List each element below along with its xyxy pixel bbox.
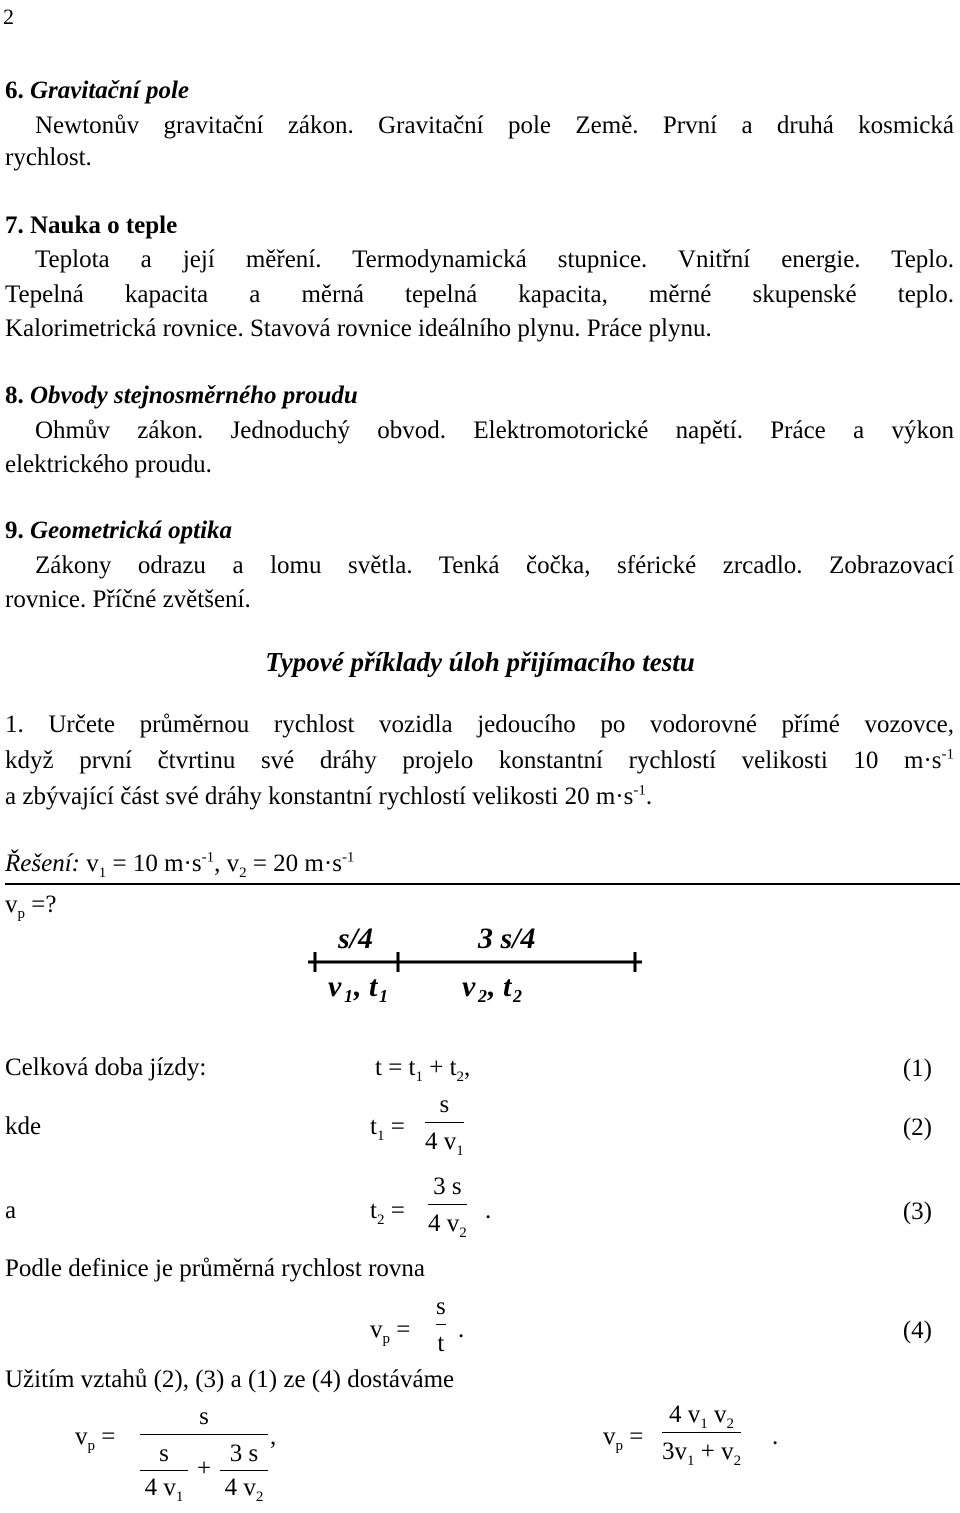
result-eq-fraction: 4 $v_1$ $v_2$ $3v_1 + v_2$ <box>662 1401 742 1469</box>
section-number: 8. <box>5 382 24 409</box>
section-title: Obvody stejnosměrného proudu <box>30 382 358 409</box>
section-7-text-line: Kalorimetrická rovnice. Stavová rovnice ideálního plynu. Práce plynu. <box>5 315 712 342</box>
problem-line: 1. Určete průměrnou rychlost vozidla jedoucího po vodorovné přímé vozovce, <box>5 711 954 738</box>
equation-number: (4) <box>902 1317 932 1344</box>
svg-text:, t: , t <box>354 970 378 1003</box>
comma: , <box>270 1423 277 1450</box>
segment2-label: 3 s/4 <box>478 922 536 955</box>
result-eq-lhs: $v_p$ = <box>603 1423 644 1454</box>
solution-given: Řešení: $v_1 = 10$ $m\cdot s^{-1}$, $v_2 = 20$ $m\cdot s^{-1}$ <box>5 849 355 881</box>
svg-text:2: 2 <box>478 986 487 1006</box>
svg-text:1: 1 <box>344 986 353 1006</box>
section-9-text-line: rovnice. Příčné zvětšení. <box>5 586 251 613</box>
section-8-text-line: Ohmův zákon. Jednoduchý obvod. Elektromotorické napětí. Práce a výkon <box>35 417 954 444</box>
equation-3-fraction: 3 s 4 $v_2$ <box>428 1173 467 1241</box>
period: . <box>458 1316 465 1343</box>
final-eq-fraction: s s 4 $v_1$ + 3 s 4 $v_2$ <box>140 1404 268 1500</box>
solution-unknown: $v_p$ =? <box>5 891 57 922</box>
final-eq-lhs: $v_p$ = <box>75 1423 116 1454</box>
section-title: Nauka o teple <box>30 212 178 239</box>
equation-number: (3) <box>902 1198 932 1225</box>
svg-text:v: v <box>462 970 476 1003</box>
segment2-bottom-label <box>462 970 522 1006</box>
svg-text:, t: , t <box>488 970 512 1003</box>
section-6-text-line: rychlost. <box>5 144 92 171</box>
path-diagram <box>300 920 650 1015</box>
section-number: 9. <box>5 517 24 544</box>
svg-text:v: v <box>328 970 342 1003</box>
section-6-text-line: Newtonův gravitační zákon. Gravitační pole Země. První a druhá kosmická <box>35 112 954 139</box>
section-7-title <box>5 213 177 238</box>
equation-number: (2) <box>902 1114 932 1141</box>
section-9-text-line: Zákony odrazu a lomu světla. Tenká čočka, sférické zrcadlo. Zobrazovací <box>35 552 954 579</box>
period: . <box>772 1423 779 1450</box>
a-label: a <box>5 1197 17 1224</box>
problem-line: a zbývající část své dráhy konstantní rychlostí velikosti 20 $m\cdot s^{-1}$. <box>5 782 653 810</box>
section-8-text-line: elektrického proudu. <box>5 451 212 478</box>
segment1-label: s/4 <box>338 922 374 955</box>
equation-2-lhs: $t_1$ = <box>370 1113 405 1144</box>
section-9-title <box>5 518 232 543</box>
separator-line <box>5 883 960 885</box>
equation-3-lhs: $t_2$ = <box>370 1197 405 1228</box>
equation-number: (1) <box>902 1055 932 1082</box>
definition-text: Podle definice je průměrná rychlost rovna <box>5 1255 425 1282</box>
svg-text:2: 2 <box>513 986 522 1006</box>
total-time-label: Celková doba jízdy: <box>5 1054 207 1081</box>
using-text: Užitím vztahů (2), (3) a (1) ze (4) dostáváme <box>5 1366 455 1393</box>
period: . <box>485 1197 492 1224</box>
equation-4-lhs: $v_p$ = <box>370 1316 411 1347</box>
section-number: 7. <box>5 212 24 239</box>
problem-line: když první čtvrtinu své dráhy projelo konstantní rychlostí velikosti 10 $m\cdot s^{-1}$ <box>5 746 954 774</box>
section-number: 6. <box>5 77 24 104</box>
equation-2-fraction: s 4 $v_1$ <box>425 1091 464 1159</box>
equation-4-fraction: s t <box>436 1293 446 1357</box>
examples-heading: Typové příklady úloh přijímacího testu <box>265 647 695 677</box>
equation-1: $t = t_1 + t_2$, <box>375 1054 471 1085</box>
section-title: Geometrická optika <box>30 517 233 544</box>
segment1-bottom-label <box>328 970 388 1006</box>
section-title: Gravitační pole <box>30 77 190 104</box>
kde-label: kde <box>5 1113 42 1140</box>
section-7-text-line: Tepelná kapacita a měrná tepelná kapacita, měrné skupenské teplo. <box>5 281 954 308</box>
section-6-title <box>5 78 189 103</box>
svg-text:1: 1 <box>379 986 388 1006</box>
solution-label: Řešení: <box>5 850 80 877</box>
section-8-title <box>5 383 358 408</box>
section-7-text-line: Teplota a její měření. Termodynamická stupnice. Vnitřní energie. Teplo. <box>35 246 954 273</box>
page-number: 2 <box>3 4 14 29</box>
